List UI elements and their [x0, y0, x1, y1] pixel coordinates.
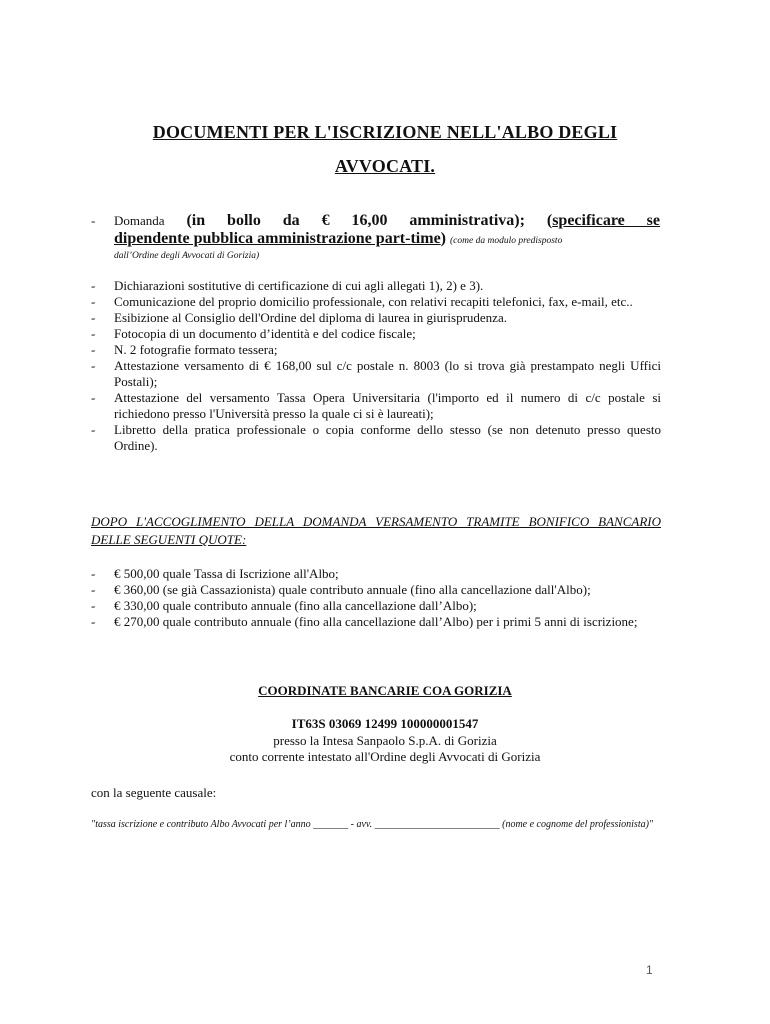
- bollo-text: (in bollo da € 16,00 amministrativa);: [186, 212, 525, 229]
- causale-text: "tassa iscrizione e contributo Albo Avvocati per l’anno _______ - avv. _________________________ (nome e cognome del professionista)": [91, 819, 654, 830]
- page-number: 1: [646, 963, 653, 977]
- first-item-line2: [114, 230, 660, 250]
- specificare-text: specificare se: [552, 212, 661, 229]
- list-item: - € 360,00 (se già Cassazionista) quale contributo annuale (fino alla cancellazione dall'Albo);: [91, 582, 661, 598]
- first-item-domanda: [114, 211, 660, 262]
- dipendente-text: dipendente pubblica amministrazione part-time: [114, 230, 441, 247]
- note-line1: (come da modulo predisposto: [450, 236, 563, 246]
- document-title-line2: AVVOCATI.: [334, 156, 436, 176]
- specificare-open: (: [546, 212, 553, 229]
- list-item: - Fotocopia di un documento d’identità e del codice fiscale;: [91, 326, 661, 342]
- list-item: - € 270,00 quale contributo annuale (fino alla cancellazione dall’Albo) per i primi 5 anni di iscrizione;: [91, 614, 661, 630]
- list-item: - Attestazione del versamento Tassa Opera Universitaria (l'importo ed il numero di c/c postale si richiedono presso l'Università presso la quale ci si è laureati);: [91, 390, 661, 422]
- list-item: - Libretto della pratica professionale o copia conforme dello stesso (se non detenuto presso questo Ordine).: [91, 422, 661, 454]
- list-item: - Dichiarazioni sostitutive di certificazione di cui agli allegati 1), 2) e 3).: [91, 278, 661, 294]
- fees-list: [91, 566, 661, 630]
- first-item-line1: [114, 211, 660, 230]
- bank-coordinates-heading: COORDINATE BANCARIE COA GORIZIA: [258, 683, 512, 698]
- iban-code: IT63S 03069 12499 100000001547: [291, 716, 479, 731]
- causale-label: con la seguente causale:: [91, 785, 217, 800]
- list-item: - Esibizione al Consiglio dell'Ordine del diploma di laurea in giurisprudenza.: [91, 310, 661, 326]
- domanda-word: Domanda: [114, 213, 165, 228]
- list-item: - € 330,00 quale contributo annuale (fino alla cancellazione dall’Albo);: [91, 598, 661, 614]
- list-item: - € 500,00 quale Tassa di Iscrizione all'Albo;: [91, 566, 661, 582]
- note-line2: dall’Ordine degli Avvocati di Gorizia): [114, 251, 260, 261]
- list-item: - N. 2 fotografie formato tessera;: [91, 342, 661, 358]
- payment-heading: DOPO L'ACCOGLIMENTO DELLA DOMANDA VERSAMENTO TRAMITE BONIFICO BANCARIO DELLE SEGUENTI QUOTE:: [91, 514, 661, 547]
- list-item: - Comunicazione del proprio domicilio professionale, con relativi recapiti telefonici, fax, e-mail, etc..: [91, 294, 661, 310]
- document-title-line1: DOCUMENTI PER L'ISCRIZIONE NELL'ALBO DEGLI: [152, 122, 618, 142]
- account-holder: conto corrente intestato all'Ordine degli Avvocati di Gorizia: [229, 749, 541, 764]
- first-item-dash: -: [91, 213, 96, 228]
- list-item: - Attestazione versamento di € 168,00 sul c/c postale n. 8003 (lo si trova già prestampato negli Uffici Postali);: [91, 358, 661, 390]
- close-paren: ): [440, 230, 446, 247]
- bank-name: presso la Intesa Sanpaolo S.p.A. di Gorizia: [273, 733, 497, 748]
- documents-list: [91, 278, 661, 454]
